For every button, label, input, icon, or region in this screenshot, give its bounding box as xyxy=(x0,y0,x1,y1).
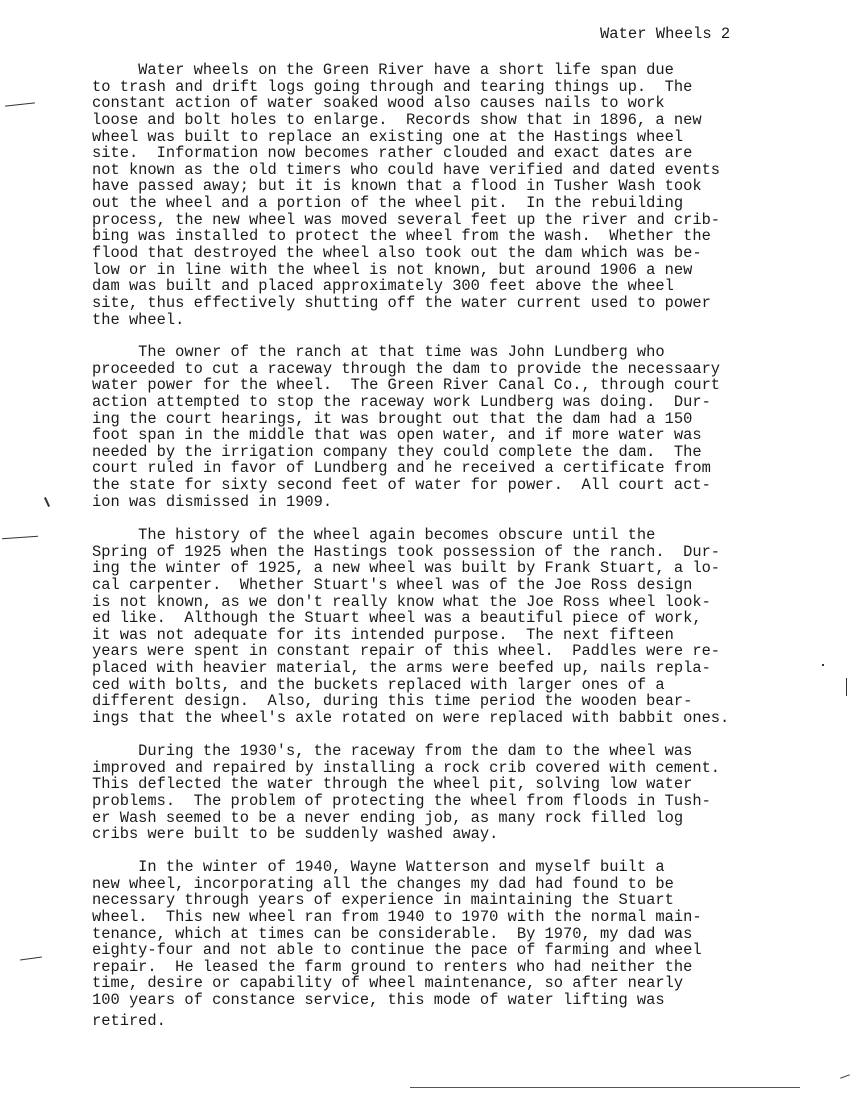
text-line: proceeded to cut a raceway through the dam to provide the necessaary xyxy=(92,359,721,378)
text-line: This deflected the water through the wheel pit, solving low water xyxy=(92,775,693,794)
text-line: er Wash seemed to be a never ending job, as many rock filled log xyxy=(92,808,684,827)
text-line: The history of the wheel again becomes obscure until the xyxy=(92,526,656,544)
text-line: court ruled in favor of Lundberg and he received a certificate from xyxy=(92,459,711,478)
text-line: cribs were built to be suddenly washed away. xyxy=(92,825,499,844)
text-line: ced with bolts, and the buckets replaced with larger ones of a xyxy=(92,675,665,694)
text-line: time, desire or capability of wheel maintenance, so after nearly xyxy=(92,974,684,993)
scan-mark xyxy=(20,956,42,960)
scan-mark xyxy=(2,536,38,540)
paragraph-1 xyxy=(92,62,782,328)
text-line: to trash and drift logs going through and tearing things up. The xyxy=(92,77,693,96)
text-line: placed with heavier material, the arms were beefed up, nails repla- xyxy=(92,659,711,678)
text-line: ed like. Although the Stuart wheel was a beautiful piece of work, xyxy=(92,609,702,628)
paragraph-5 xyxy=(92,859,782,1029)
text-line: 100 years of constance service, this mode of water lifting was xyxy=(92,991,665,1010)
text-line: foot span in the middle that was open water, and if more water was xyxy=(92,426,702,445)
text-line: loose and bolt holes to enlarge. Records show that in 1896, a new xyxy=(92,110,702,129)
text-line: The owner of the ranch at that time was John Lundberg who xyxy=(92,343,665,361)
text-line: ing the winter of 1925, a new wheel was built by Frank Stuart, a lo- xyxy=(92,559,721,578)
scan-mark xyxy=(840,1074,850,1078)
text-line: Water wheels on the Green River have a short life span due xyxy=(92,61,674,79)
text-line: action attempted to stop the raceway work Lundberg was doing. Dur- xyxy=(92,392,711,411)
text-line: ing the court hearings, it was brought out that the dam had a 150 xyxy=(92,409,693,428)
text-line: wheel was built to replace an existing one at the Hastings wheel xyxy=(92,127,684,146)
text-line: flood that destroyed the wheel also took out the dam which was be- xyxy=(92,244,702,263)
text-line: In the winter of 1940, Wayne Watterson and myself built a xyxy=(92,858,665,876)
text-line: new wheel, incorporating all the changes my dad had found to be xyxy=(92,874,674,893)
text-line: the state for sixty second feet of water for power. All court act- xyxy=(92,476,711,495)
paragraph-4 xyxy=(92,743,782,843)
text-line: eighty-four and not able to continue the pace of farming and wheel xyxy=(92,941,702,960)
text-line: Spring of 1925 when the Hastings took possession of the ranch. Dur- xyxy=(92,542,721,561)
text-line: During the 1930's, the raceway from the dam to the wheel was xyxy=(92,742,693,760)
paragraph-2 xyxy=(92,344,782,510)
scan-mark xyxy=(44,497,50,507)
text-line: site, thus effectively shutting off the water current used to power xyxy=(92,293,711,312)
text-line: problems. The problem of protecting the wheel from floods in Tush- xyxy=(92,791,711,810)
text-line: improved and repaired by installing a rock crib covered with cement. xyxy=(92,758,721,777)
scan-mark xyxy=(822,664,824,666)
text-line: have passed away; but it is known that a flood in Tusher Wash took xyxy=(92,177,702,196)
text-line: process, the new wheel was moved several feet up the river and crib- xyxy=(92,210,721,229)
text-line: the wheel. xyxy=(92,310,185,329)
text-line: bing was installed to protect the wheel from the wash. Whether the xyxy=(92,227,711,246)
paragraph-3 xyxy=(92,527,782,727)
text-line: years were spent in constant repair of this wheel. Paddles were re- xyxy=(92,642,721,661)
text-line: ings that the wheel's axle rotated on were replaced with babbit ones. xyxy=(92,709,730,728)
text-line: dam was built and placed approximately 300 feet above the wheel xyxy=(92,277,674,296)
text-line: retired. xyxy=(92,1011,166,1030)
scan-mark xyxy=(846,678,847,696)
text-line: not known as the old timers who could have verified and dated events xyxy=(92,160,721,179)
text-line: wheel. This new wheel ran from 1940 to 1970 with the normal main- xyxy=(92,907,702,926)
page-header: Water Wheels 2 xyxy=(600,25,731,43)
scan-mark xyxy=(5,102,35,106)
text-line: water power for the wheel. The Green River Canal Co., through court xyxy=(92,376,721,395)
text-line: out the wheel and a portion of the wheel pit. In the rebuilding xyxy=(92,194,684,213)
bottom-rule xyxy=(410,1087,800,1088)
text-line: needed by the irrigation company they could complete the dam. The xyxy=(92,442,702,461)
text-line: necessary through years of experience in maintaining the Stuart xyxy=(92,891,674,910)
text-line: site. Information now becomes rather clouded and exact dates are xyxy=(92,144,693,163)
text-line: repair. He leased the farm ground to renters who had neither the xyxy=(92,957,693,976)
text-line: cal carpenter. Whether Stuart's wheel was of the Joe Ross design xyxy=(92,575,693,594)
text-line: constant action of water soaked wood also causes nails to work xyxy=(92,94,665,113)
text-line: it was not adequate for its intended purpose. The next fifteen xyxy=(92,625,674,644)
text-line: is not known, as we don't really know what the Joe Ross wheel look- xyxy=(92,592,711,611)
text-line: ion was dismissed in 1909. xyxy=(92,492,333,511)
text-line: tenance, which at times can be considerable. By 1970, my dad was xyxy=(92,924,693,943)
text-line: different design. Also, during this time period the wooden bear- xyxy=(92,692,693,711)
text-line: low or in line with the wheel is not known, but around 1906 a new xyxy=(92,260,693,279)
